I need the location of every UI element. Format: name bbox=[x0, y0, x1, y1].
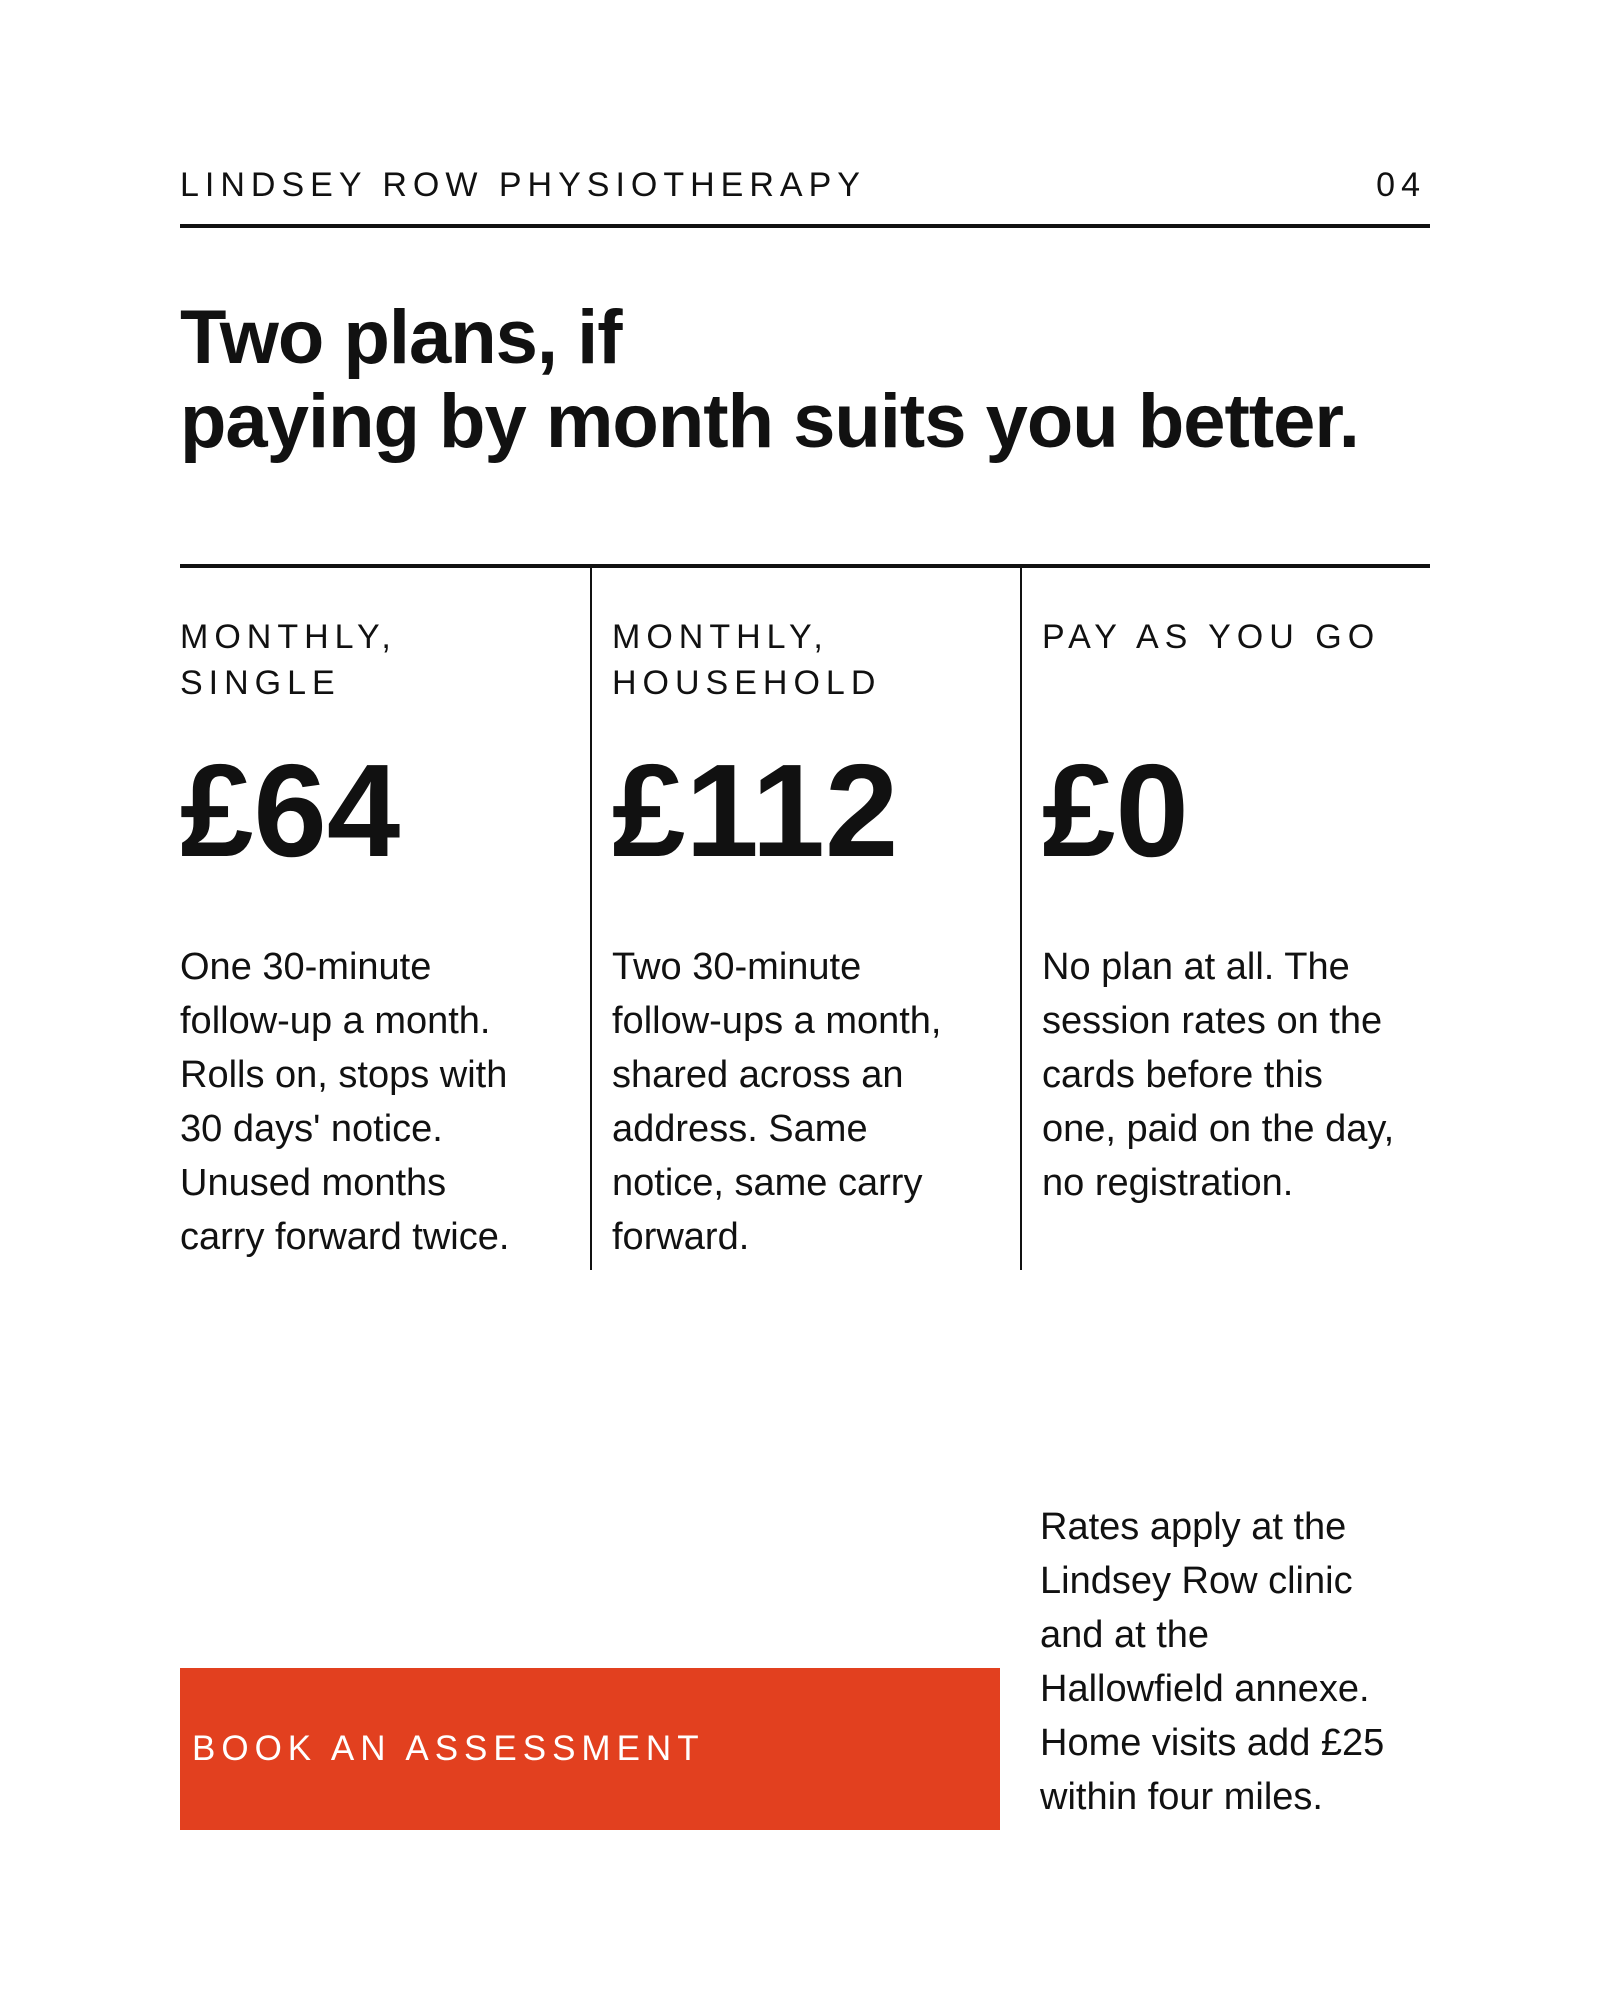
plans-table bbox=[180, 564, 1430, 1270]
plan-description-line: Two 30-minute bbox=[612, 946, 862, 988]
rates-note-line: Hallowfield annexe. bbox=[1040, 1668, 1370, 1710]
plan-description bbox=[1042, 940, 1432, 1210]
rates-note-line: and at the bbox=[1040, 1614, 1210, 1656]
rates-note-line: within four miles. bbox=[1040, 1776, 1323, 1818]
plan-name-line: HOUSEHOLD bbox=[612, 664, 882, 702]
plan-description-line: Unused months bbox=[180, 1162, 447, 1204]
plan-description-line: follow-up a month. bbox=[180, 1000, 491, 1042]
rates-note bbox=[1040, 1500, 1430, 1824]
plan-name-line: SINGLE bbox=[180, 664, 341, 702]
plan-description-line: 30 days' notice. bbox=[180, 1108, 443, 1150]
plan-description-line: Rolls on, stops with bbox=[180, 1054, 508, 1096]
page-title-line: Two plans, if bbox=[180, 295, 622, 380]
plan-name-line: PAY AS YOU GO bbox=[1042, 618, 1381, 656]
plan-name-line: MONTHLY, bbox=[180, 618, 397, 656]
plan-description-line: one, paid on the day, bbox=[1042, 1108, 1395, 1150]
plan-price: £112 bbox=[612, 737, 899, 884]
page-number: 04 bbox=[1376, 166, 1426, 204]
rates-note-line: Home visits add £25 bbox=[1040, 1722, 1385, 1764]
plan-description-line: session rates on the bbox=[1042, 1000, 1383, 1042]
brand-name: LINDSEY ROW PHYSIOTHERAPY bbox=[180, 166, 866, 204]
page-header bbox=[180, 158, 1430, 228]
page-title bbox=[180, 296, 1430, 464]
plan-name bbox=[1042, 614, 1442, 660]
plan-description-line: address. Same bbox=[612, 1108, 868, 1150]
pricing-page bbox=[180, 0, 1430, 2000]
rates-note-line: Rates apply at the bbox=[1040, 1506, 1347, 1548]
plan-price: £0 bbox=[1042, 737, 1189, 884]
plan-name bbox=[612, 614, 1012, 706]
book-assessment-button[interactable]: BOOK AN ASSESSMENT bbox=[180, 1668, 1000, 1830]
rates-note-line: Lindsey Row clinic bbox=[1040, 1560, 1353, 1602]
plan-description-line: carry forward twice. bbox=[180, 1216, 510, 1258]
plan-description-line: One 30-minute bbox=[180, 946, 432, 988]
plan-name bbox=[180, 614, 580, 706]
plan-monthly-single bbox=[180, 568, 590, 1270]
plan-description-line: forward. bbox=[612, 1216, 750, 1258]
plan-description-line: notice, same carry bbox=[612, 1162, 923, 1204]
plan-description bbox=[180, 940, 570, 1264]
plan-name-line: MONTHLY, bbox=[612, 618, 829, 656]
plan-description-line: follow-ups a month, bbox=[612, 1000, 942, 1042]
page-title-line: paying by month suits you better. bbox=[180, 379, 1359, 464]
plan-description-line: No plan at all. The bbox=[1042, 946, 1350, 988]
plan-description-line: shared across an bbox=[612, 1054, 904, 1096]
plan-pay-as-you-go bbox=[1020, 568, 1430, 1270]
plan-description-line: no registration. bbox=[1042, 1162, 1294, 1204]
plan-description-line: cards before this bbox=[1042, 1054, 1323, 1096]
plan-price: £64 bbox=[180, 737, 401, 884]
plan-monthly-household bbox=[590, 568, 1020, 1270]
plan-description bbox=[612, 940, 1002, 1264]
